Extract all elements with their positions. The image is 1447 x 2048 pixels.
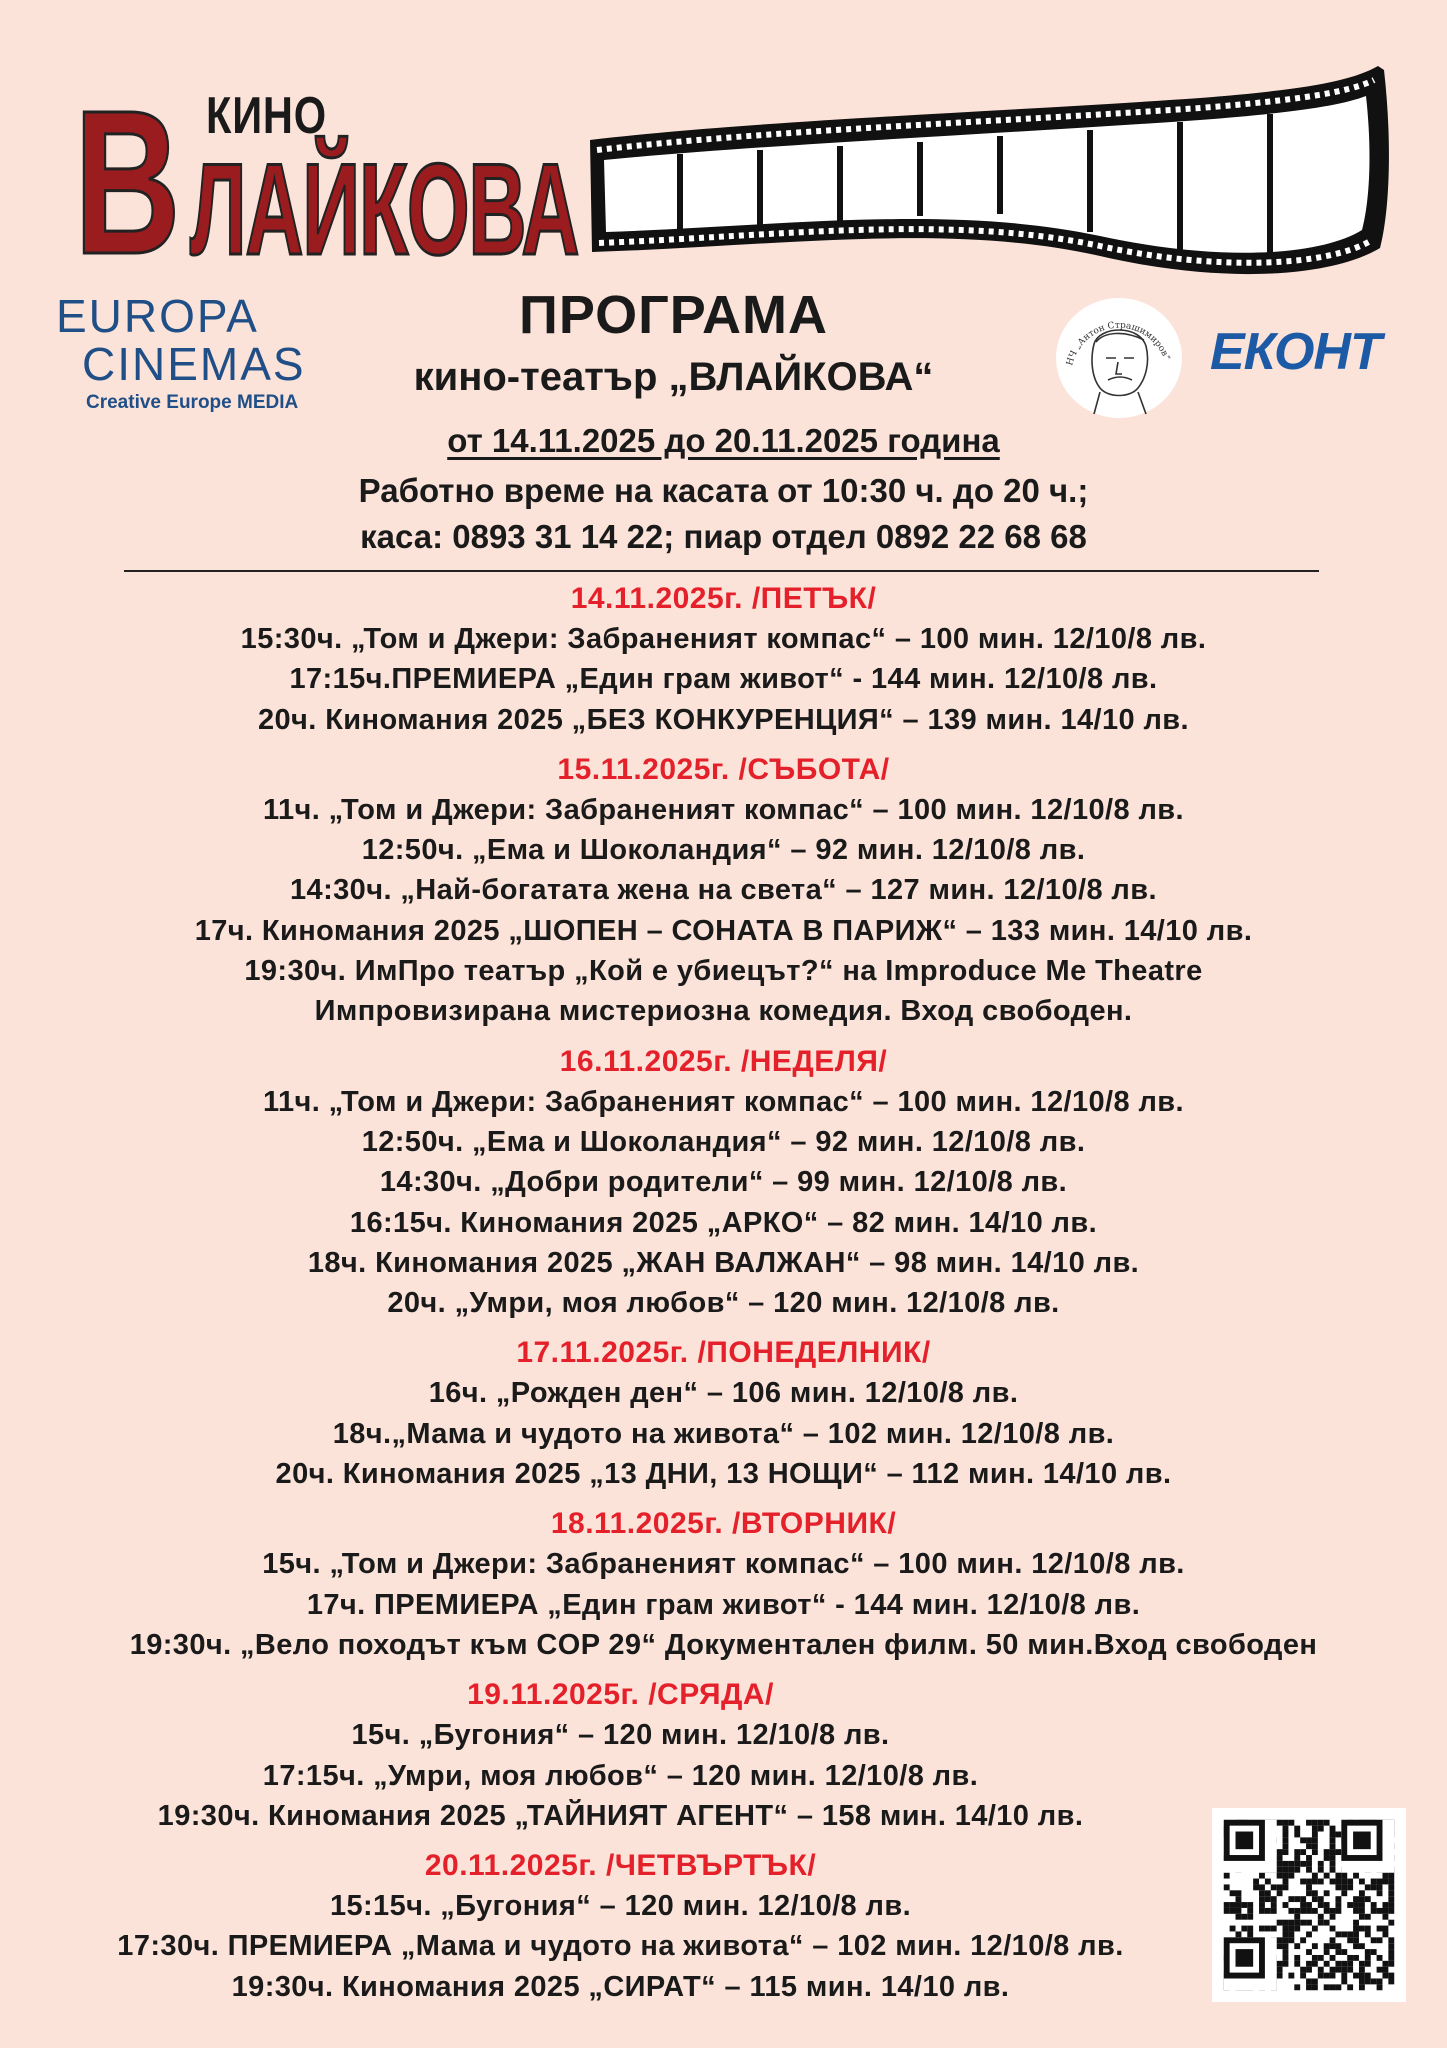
day-header: 15.11.2025г. /СЪБОТА/ [557, 752, 890, 786]
period-text: от 14.11.2025 до 20.11.2025 година [447, 422, 1000, 459]
schedule [0, 578, 1447, 2007]
seal-text: НЧ „Антон Страшимиров“ [1065, 320, 1172, 367]
contact-phones: каса: 0893 31 14 22; пиар отдел 0892 22 68 68 [360, 518, 1087, 555]
screening-item: 11ч. „Том и Джери: Забраненият компас“ – 100 мин. 12/10/8 лв. [263, 1085, 1184, 1118]
screening-item: 20ч. „Умри, моя любов“ – 120 мин. 12/10/8 лв. [387, 1287, 1060, 1320]
screening-item: 16:15ч. Киномания 2025 „АРКО“ – 82 мин. 14/10 лв. [349, 1206, 1098, 1239]
day-header: 14.11.2025г. /ПЕТЪК/ [570, 582, 877, 615]
screening-item: 15:30ч. „Том и Джери: Забраненият компас“ – 100 мин. 12/10/8 лв. [240, 623, 1207, 655]
screening-item: Импровизирана мистериозна комедия. Вход свободен. [314, 995, 1133, 1028]
screening-item: 20ч. Киномания 2025 „БЕЗ КОНКУРЕНЦИЯ“ – 139 мин. 14/10 лв. [258, 703, 1189, 736]
day-header: 16.11.2025г. /НЕДЕЛЯ/ [559, 1044, 888, 1078]
creative-europe-text: Creative Europe MEDIA [86, 392, 299, 413]
day-section [0, 1503, 1447, 1665]
day-header: 17.11.2025г. /ПОНЕДЕЛНИК/ [516, 1336, 931, 1370]
cinemas-text: CINEMAS [82, 338, 306, 390]
screening-item: 17:30ч. ПРЕМИЕРА „Мама и чудото на живота“ – 102 мин. 12/10/8 лв. [117, 1930, 1124, 1963]
page-title: ПРОГРАМА [519, 285, 828, 345]
screening-item: 16ч. „Рожден ден“ – 106 мин. 12/10/8 лв. [428, 1377, 1019, 1410]
day-header: 18.11.2025г. /ВТОРНИК/ [550, 1507, 897, 1541]
screening-item: 14:30ч. „Добри родители“ – 99 мин. 12/10/8 лв. [379, 1166, 1068, 1199]
logo-vlaykova: ЛАЙКОВА [190, 136, 579, 282]
logo-big-letter: В [74, 68, 181, 297]
screening-item: 17:15ч.ПРЕМИЕРА „Един грам живот“ - 144 мин. 12/10/8 лв. [289, 663, 1158, 696]
econt-logo: ЕКОНТ [1210, 323, 1381, 381]
day-section [0, 578, 1447, 740]
day-section [0, 749, 1447, 1032]
europa-text: EUROPA [56, 290, 259, 342]
screening-item: 15ч. „Том и Джери: Забраненият компас“ – 100 мин. 12/10/8 лв. [262, 1548, 1185, 1581]
logo-kino: КИНО [206, 87, 327, 145]
screening-item: 15ч. „Бугония“ – 120 мин. 12/10/8 лв. [351, 1719, 890, 1752]
box-office-hours: Работно време на касата от 10:30 ч. до 20 ч.; [358, 472, 1089, 509]
screening-item: 18ч. Киномания 2025 „ЖАН ВАЛЖАН“ – 98 мин. 14/10 лв. [307, 1246, 1140, 1279]
screening-item: 17ч. ПРЕМИЕРА „Един грам живот“ - 144 мин. 12/10/8 лв. [306, 1588, 1141, 1621]
divider [124, 570, 1319, 572]
screening-item: 19:30ч. Киномания 2025 „ТАЙНИЯТ АГЕНТ“ – 158 мин. 14/10 лв. [157, 1799, 1084, 1832]
day-header: 19.11.2025г. /СРЯДА/ [467, 1678, 774, 1712]
screening-item: 15:15ч. „Бугония“ – 120 мин. 12/10/8 лв. [329, 1890, 912, 1923]
day-header: 20.11.2025г. /ЧЕТВЪРТЪК/ [424, 1849, 817, 1883]
day-section [0, 1041, 1447, 1324]
screening-item: 14:30ч. „Най-богатата жена на света“ – 127 мин. 12/10/8 лв. [290, 874, 1157, 907]
screening-item: 12:50ч. „Ема и Шоколандия“ – 92 мин. 12/10/8 лв. [361, 1125, 1086, 1158]
screening-item: 19:30ч. Киномания 2025 „СИРАТ“ – 115 мин. 14/10 лв. [231, 1970, 1010, 2003]
screening-item: 17ч. Киномания 2025 „ШОПЕН – СОНАТА В ПАРИЖ“ – 133 мин. 14/10 лв. [194, 914, 1253, 947]
screening-item: 18ч.„Мама и чудото на живота“ – 102 мин. 12/10/8 лв. [332, 1417, 1115, 1450]
screening-item: 20ч. Киномания 2025 „13 ДНИ, 13 НОЩИ“ – 112 мин. 14/10 лв. [275, 1458, 1172, 1491]
program-period [0, 422, 1447, 460]
screening-item: 19:30ч. „Вело походът към COP 29“ Документален филм. 50 мин.Вход свободен [129, 1628, 1318, 1661]
page-subtitle: кино-театър „ВЛАЙКОВА“ [413, 355, 934, 399]
qr-code-icon [1212, 1808, 1406, 2002]
screening-item: 19:30ч. ИмПро театър „Кой е убиецът?“ на Improduce Me Theatre [244, 955, 1203, 988]
film-strip-icon [570, 60, 1420, 280]
screening-item: 17:15ч. „Умри, моя любов“ – 120 мин. 12/10/8 лв. [262, 1759, 979, 1792]
screening-item: 12:50ч. „Ема и Шоколандия“ – 92 мин. 12/10/8 лв. [361, 834, 1086, 867]
screening-item: 11ч. „Том и Джери: Забраненият компас“ – 100 мин. 12/10/8 лв. [263, 793, 1184, 826]
day-section [0, 1332, 1447, 1494]
